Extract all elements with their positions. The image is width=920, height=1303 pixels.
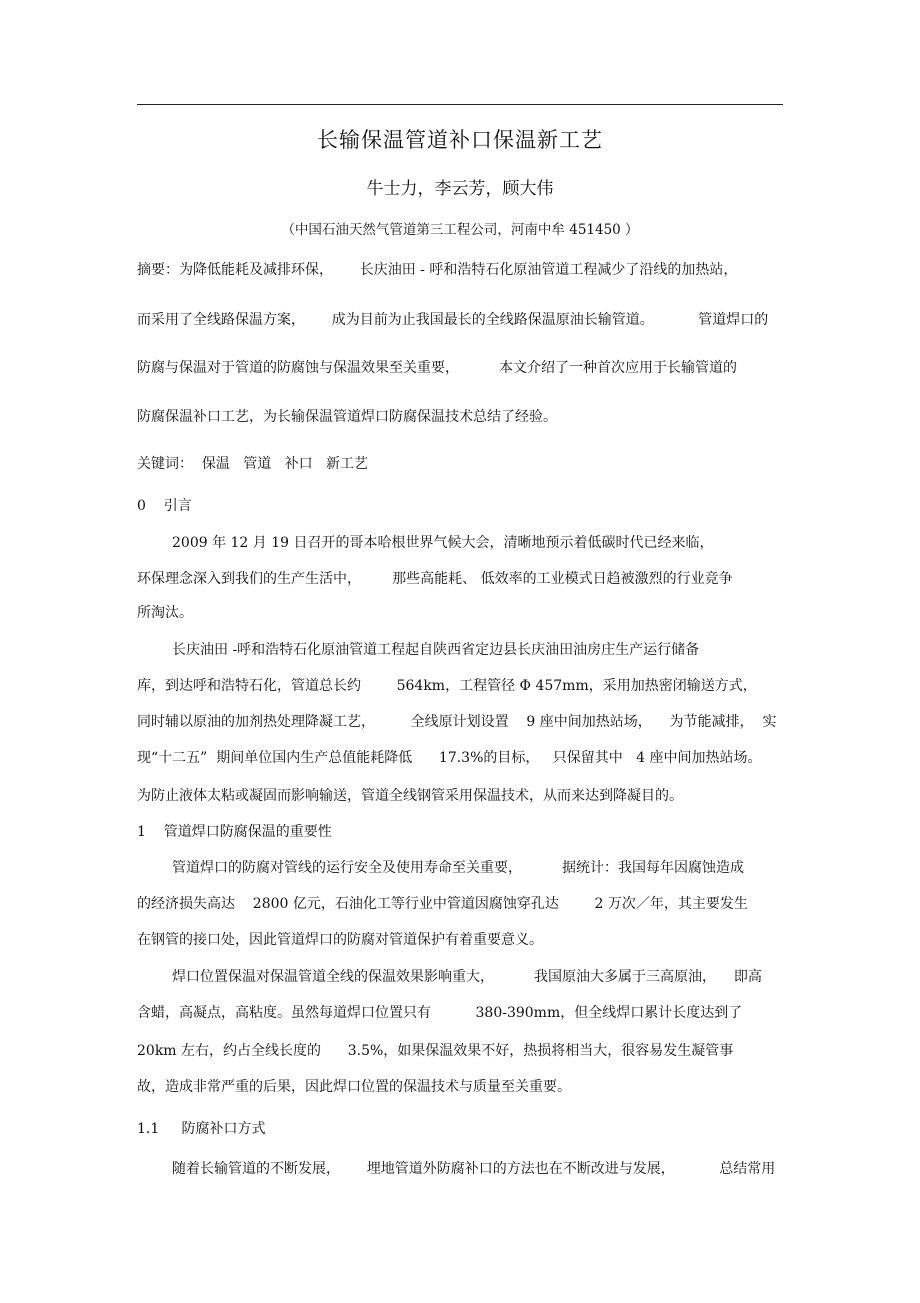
- body-line: 长庆油田 -呼和浩特石化原油管道工程起自陕西省定边县长庆油田油房庄生产运行储备: [172, 642, 700, 658]
- paper-authors: 牛士力，李云芳，顾大伟: [366, 179, 554, 199]
- section-heading: 1 管道焊口防腐保温的重要性: [137, 824, 332, 840]
- body-line: 同时辅以原油的加剂热处理降凝工艺， 全线原计划设置 9 座中间加热站场， 为节能减排， 实: [137, 714, 777, 730]
- body-line: 随着长输管道的不断发展， 埋地管道外防腐补口的方法也在不断改进与发展， 总结常用: [172, 1161, 776, 1177]
- body-line: 库，到达呼和浩特石化，管道总长约 564km，工程管径 Φ 457mm，采用加热密闭输送方式，: [137, 678, 757, 694]
- body-line: 的经济损失高达 2800 亿元，石油化工等行业中管道因腐蚀穿孔达 2 万次／年，其主要发生: [137, 896, 748, 912]
- body-line: 环保理念深入到我们的生产生活中， 那些高能耗、 低效率的工业模式日趋被激烈的行业竞争: [137, 571, 733, 587]
- body-line: 2009 年 12 月 19 日召开的哥本哈根世界气候大会，清晰地预示着低碳时代已经来临，: [172, 535, 714, 551]
- body-line: 现“十二五” 期间单位国内生产总值能耗降低 17.3%的目标， 只保留其中 4 座中间加热站场。: [137, 750, 762, 766]
- keywords-line: 关键词： 保温 管道 补口 新工艺: [137, 456, 368, 472]
- body-line: 焊口位置保温对保温管道全线的保温效果影响重大， 我国原油大多属于三高原油， 即高: [172, 969, 762, 985]
- body-line: 为防止液体太粘或凝固而影响输送，管道全线钢管采用保温技术，从而来达到降凝目的。: [137, 788, 683, 804]
- paper-affiliation: （中国石油天然气管道第三工程公司，河南中牟 451450 ）: [281, 222, 639, 238]
- abstract-line: 防腐与保温对于管道的防腐蚀与保温效果至关重要， 本文介绍了一种首次应用于长输管道的: [137, 360, 738, 376]
- section-heading: 0 引言: [137, 498, 192, 514]
- body-line: 故，造成非常严重的后果，因此焊口位置的保温技术与质量至关重要。: [137, 1079, 571, 1095]
- body-line: 20km 左右，约占全线长度的 3.5%，如果保温效果不好，热损将相当大，很容易发生凝管事: [137, 1043, 734, 1059]
- abstract-line: 摘要：为降低能耗及减排环保， 长庆油田 - 呼和浩特石化原油管道工程减少了沿线的加热站，: [137, 262, 738, 278]
- body-line: 在钢管的接口处，因此管道焊口的防腐对管道保护有着重要意义。: [137, 932, 543, 948]
- body-line: 管道焊口的防腐对管线的运行安全及使用寿命至关重要， 据统计：我国每年因腐蚀造成: [172, 860, 745, 876]
- body-line: 含蜡，高凝点，高粘度。虽然每道焊口位置只有 380-390mm，但全线焊口累计长度达到了: [137, 1005, 743, 1021]
- abstract-line: 而采用了全线路保温方案， 成为目前为止我国最长的全线路保温原油长输管道。 管道焊口的: [137, 312, 769, 328]
- paper-title: 长输保温管道补口保温新工艺: [317, 128, 603, 152]
- body-line: 所淘汰。: [137, 605, 193, 621]
- abstract-line: 防腐保温补口工艺，为长输保温管道焊口防腐保温技术总结了经验。: [137, 409, 557, 425]
- header-rule: [137, 104, 783, 105]
- subsection-heading: 1.1 防腐补口方式: [137, 1121, 266, 1137]
